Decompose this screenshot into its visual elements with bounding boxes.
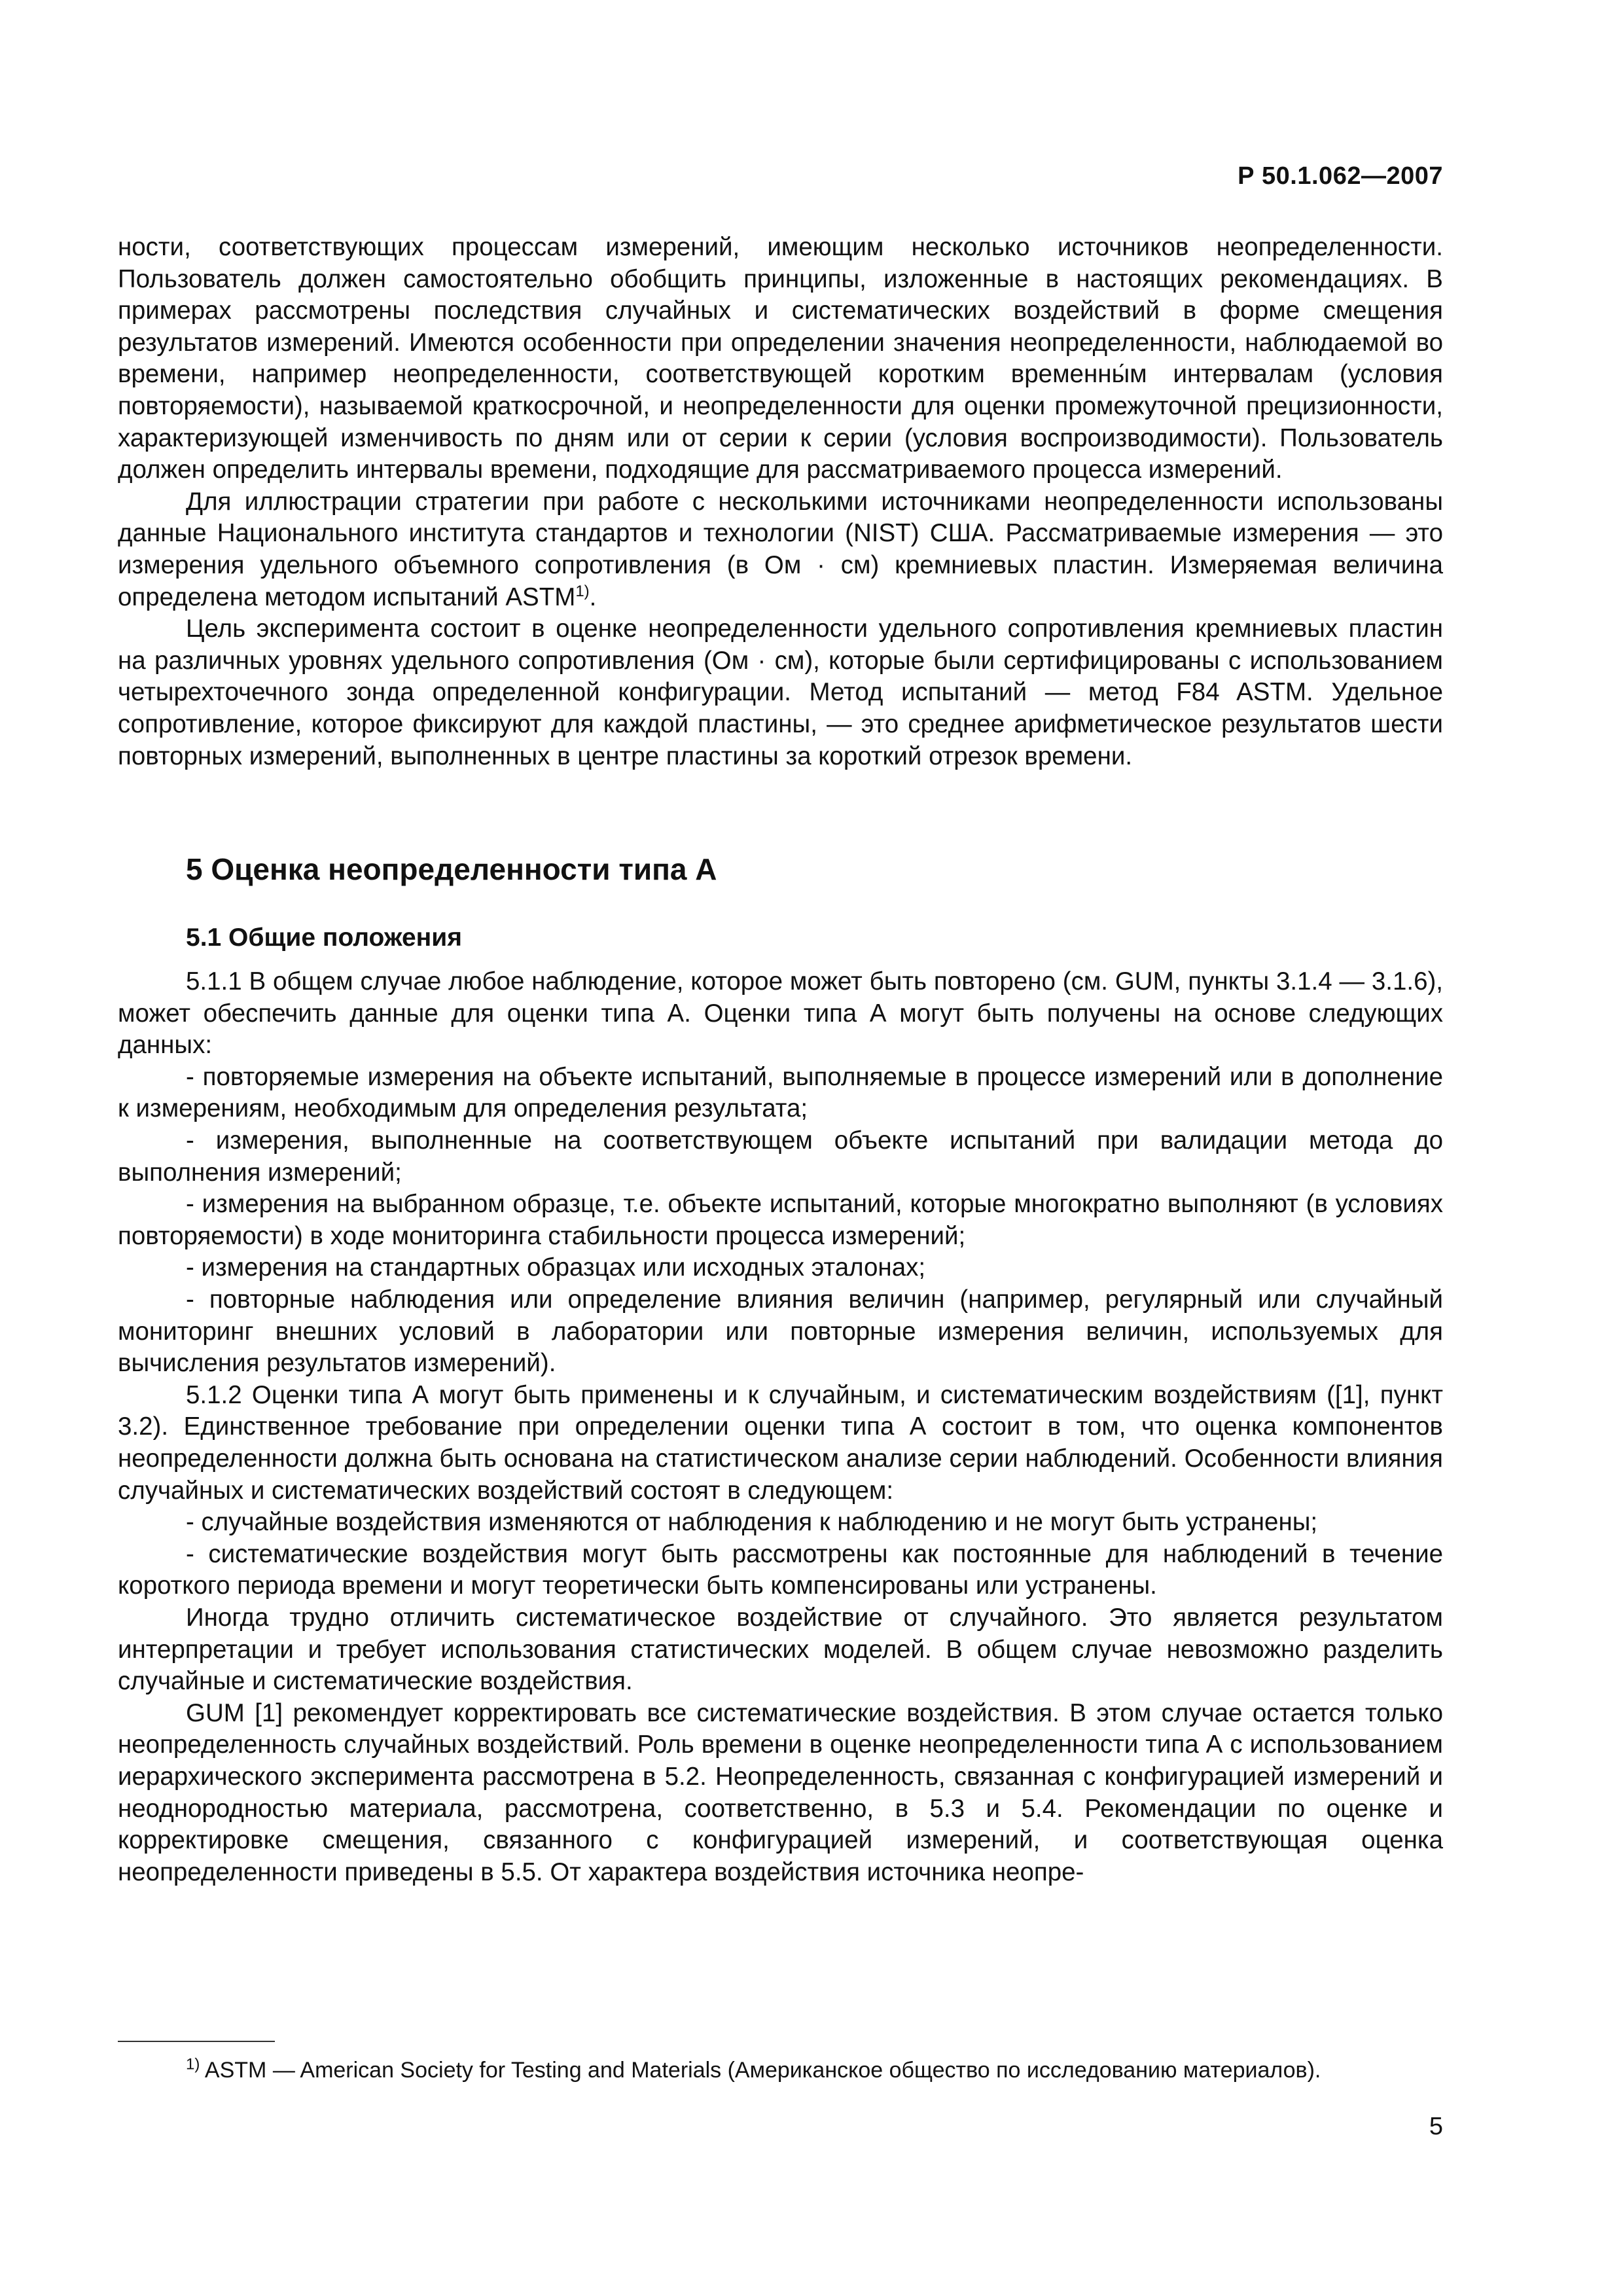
footnote-text: ASTM — American Society for Testing and Materials (Американское общество по исследованию материалов). [204, 2058, 1321, 2083]
section-heading: 5 Оценка неопределенности типа А [186, 852, 717, 887]
intro-paragraph-nist: Для иллюстрации стратегии при работе с несколькими источниками неопределенности использованы данные Национального института стандартов и технологии (NIST) США. Рассматриваемые измерения — это измерения удельного объемного сопротивления (в Ом · см) кремниевых пластин. Измеряемая величина определена методом испытаний ASTM$^{1)}$. [118, 487, 1443, 611]
clause-5-1-2: 5.1.2 Оценки типа А могут быть применены и к случайным, и систематическим воздействиям ([1], пункт 3.2). Единственное требование при определении оценки типа А состоит в том, что оценка компонентов неопределенности должна быть основана на статистическом анализе серии наблюдений. Особенности влияния случайных и систематических воздействий состоят в следующем: [118, 1380, 1443, 1505]
paragraph-distinguishing-effects: Иногда трудно отличить систематическое воздействие от случайного. Это является результатом интерпретации и требует использования статистических моделей. В общем случае невозможно разделить случайные и систематические воздействия. [118, 1603, 1443, 1696]
intro-paragraph-continued: ности, соответствующих процессам измерений, имеющим несколько источников неопределенности. Пользователь должен самостоятельно обобщить принципы, изложенные в настоящих рекомендациях. В примерах рассмотрены последствия случайных и систематических воздействий в форме смещения результатов измерений. Имеются особенности при определении значения неопределенности, наблюдаемой во времени, например неопределенности, соответствующей коротким временны́м интервалам (условия повторяемости), называемой краткосрочной, и неопределенности для оценки промежуточной прецизионности, характеризующей изменчивость по дням или от серии к серии (условия воспроизводимости). Пользователь должен определить интервалы времени, подходящие для рассматриваемого процесса измерений. [118, 233, 1443, 484]
footnote-reference: 1) [575, 582, 590, 600]
list-item: - измерения, выполненные на соответствующем объекте испытаний при валидации метода до выполнения измерений; [118, 1126, 1443, 1187]
clause-5-1-1: 5.1.1 В общем случае любое наблюдение, которое может быть повторено (см. GUM, пункты 3.1.4 — 3.1.6), может обеспечить данные для оценки типа А. Оценки типа А могут быть получены на основе следующих данных: [118, 967, 1443, 1060]
list-item: - повторяемые измерения на объекте испытаний, выполняемые в процессе измерений или в дополнение к измерениям, необходимым для определения результата; [118, 1062, 1443, 1123]
paragraph-gum-recommendation: GUM [1] рекомендует корректировать все систематические воздействия. В этом случае остается только неопределенность случайных воздействий. Роль времени в оценке неопределенности типа А с использованием иерархического эксперимента рассмотрена в 5.2. Неопределенность, связанная с конфигурацией измерений и неоднородностью материала, рассмотрена, соответственно, в 5.3 и 5.4. Рекомендации по оценке и корректировке смещения, связанного с конфигурацией измерений, и соответствующая оценка неопределенности приведены в 5.5. От характера воздействия источника неопре- [118, 1698, 1443, 1886]
page-number: 5 [1429, 2113, 1443, 2140]
footnote-divider [118, 2041, 275, 2042]
list-item: - измерения на стандартных образцах или исходных эталонах; [186, 1253, 926, 1282]
document-code: Р 50.1.062—2007 [1238, 162, 1443, 190]
list-item: - измерения на выбранном образце, т.е. объекте испытаний, которые многократно выполняют (в условиях повторяемости) в ходе мониторинга стабильности процесса измерений; [118, 1190, 1443, 1250]
intro-paragraph-goal: Цель эксперимента состоит в оценке неопределенности удельного сопротивления кремниевых пластин на различных уровнях удельного сопротивления (Ом · см), которые были сертифицированы с использованием четырехточечного зонда определенной конфигурации. Метод испытаний — метод F84 ASTM. Удельное сопротивление, которое фиксируют для каждой пластины, — это среднее арифметическое результатов шести повторных измерений, выполненных в центре пластины за короткий отрезок времени. [118, 615, 1443, 770]
nist-text: Для иллюстрации стратегии при работе с несколькими источниками неопределенности использованы данные Национального института стандартов и технологии (NIST) США. Рассматриваемые измерения — это измерения удельного объемного сопротивления (в Ом · см) кремниевых пластин. Измеряемая величина определена методом испытаний ASTM [118, 487, 1443, 611]
list-item: - случайные воздействия изменяются от наблюдения к наблюдению и не могут быть устранены; [186, 1508, 1318, 1537]
footnote-marker: 1) [186, 2055, 200, 2073]
page-body [118, 232, 1443, 1888]
subsection-heading: 5.1 Общие положения [186, 924, 462, 952]
list-item: - повторные наблюдения или определение влияния величин (например, регулярный или случайный мониторинг внешних условий в лаборатории или повторные измерения величин, используемых для вычисления результатов измерений). [118, 1285, 1443, 1378]
footnote [186, 2056, 1444, 2084]
list-item: - систематические воздействия могут быть рассмотрены как постоянные для наблюдений в течение короткого периода времени и могут теоретически быть компенсированы или устранены. [118, 1539, 1443, 1600]
